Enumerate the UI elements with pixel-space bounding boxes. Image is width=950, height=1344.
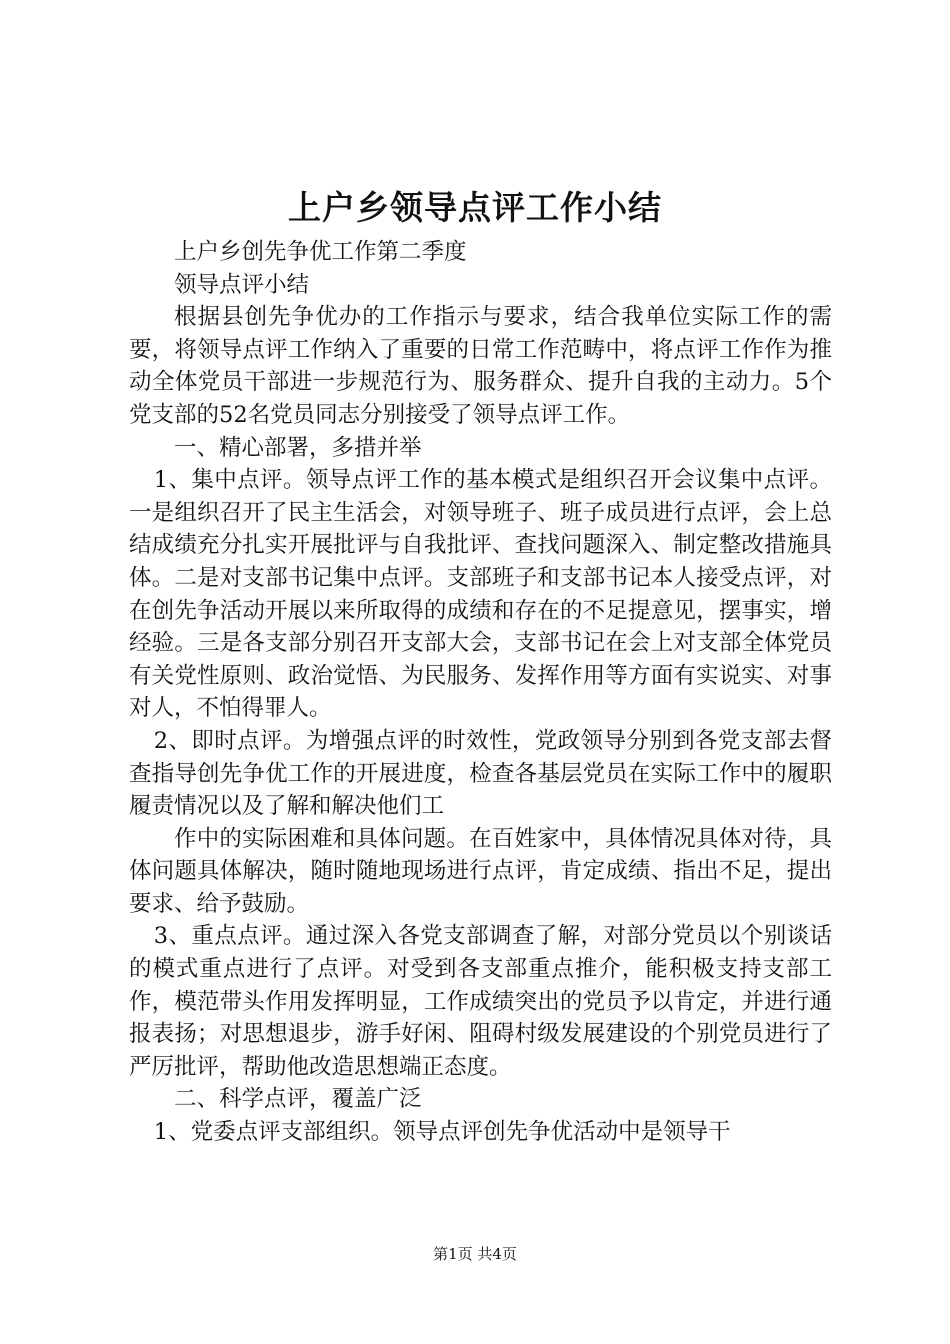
document-title: 上户乡领导点评工作小结 (288, 188, 662, 227)
section-heading-1: 一、精心部署，多措并举 (174, 434, 422, 461)
paragraph-instant-review: 2、即时点评。为增强点评的时效性，党政领导分别到各党支部去督查指导创先争优工作的开展进度，检查各基层党员在实际工作中的履职履责情况以及了解和解决他们工 (129, 727, 832, 820)
paragraph-party-committee-review: 1、党委点评支部组织。领导点评创先争优活动中是领导干 (153, 1119, 731, 1146)
paragraph-key-review: 3、重点点评。通过深入各党支部调查了解，对部分党员以个别谈话的模式重点进行了点评。对受到各支部重点推介，能积极支持支部工作，模范带头作用发挥明显，工作成绩突出的党员予以肯定，并进行通报表扬；对思想退步，游手好闲、阻碍村级发展建设的个别党员进行了严厉批评，帮助他改造思想端正态度。 (129, 923, 832, 1080)
page-footer: 第1页 共4页 (433, 1245, 517, 1263)
section-heading-2: 二、科学点评，覆盖广泛 (174, 1086, 422, 1113)
subtitle-line-1: 上户乡创先争优工作第二季度 (174, 239, 467, 265)
intro-paragraph: 根据县创先争优办的工作指示与要求，结合我单位实际工作的需要，将领导点评工作纳入了重要的日常工作范畴中，将点评工作作为推动全体党员干部进一步规范行为、服务群众、提升自我的主动力。5个党支部的52名党员同志分别接受了领导点评工作。 (129, 304, 832, 428)
paragraph-instant-review-continued: 作中的实际困难和具体问题。在百姓家中，具体情况具体对待，具体问题具体解决，随时随地现场进行点评，肯定成绩、指出不足，提出要求、给予鼓励。 (129, 825, 832, 917)
document-body (129, 236, 832, 1149)
subtitle-line-2: 领导点评小结 (174, 271, 310, 298)
paragraph-concentrated-review: 1、集中点评。领导点评工作的基本模式是组织召开会议集中点评。一是组织召开了民主生活会，对领导班子、班子成员进行点评，会上总结成绩充分扎实开展批评与自我批评、查找问题深入、制定整改措施具体。二是对支部书记集中点评。支部班子和支部书记本人接受点评，对在创先争活动开展以来所取得的成绩和存在的不足提意见，摆事实，增经验。三是各支部分别召开支部大会，支部书记在会上对支部全体党员有关党性原则、政治觉悟、为民服务、发挥作用等方面有实说实、对事对人，不怕得罪人。 (129, 467, 832, 722)
